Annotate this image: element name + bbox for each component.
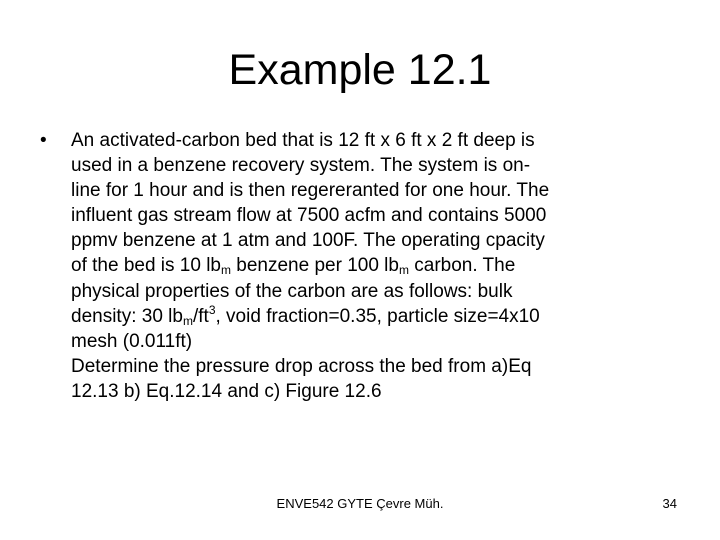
body-line: used in a benzene recovery system. The system is on- [71,155,531,177]
body-line [71,253,691,278]
footer-page-number: 34 [662,496,677,511]
body-line: influent gas stream flow at 7500 acfm and contains 5000 [71,205,547,227]
body-text: density: 30 lb [71,305,183,327]
superscript: 3 [208,302,216,317]
bullet-icon: • [40,130,47,151]
subscript: m [182,313,193,328]
body-line: mesh (0.011ft) [71,330,193,352]
subscript: m [398,263,409,278]
body-text: benzene per 100 lb [231,255,399,277]
body-line: physical properties of the carbon are as follows: bulk [71,280,513,302]
body-line: ppmv benzene at 1 atm and 100F. The operating cpacity [71,230,545,252]
body-line: Determine the pressure drop across the bed from a)Eq [71,355,532,377]
body-text: of the bed is 10 lb [71,255,221,277]
body-line [71,304,691,329]
subscript: m [221,263,231,278]
body-text: carbon. The [408,255,516,277]
bullet-text [71,128,691,404]
body-line: An activated-carbon bed that is 12 ft x 6 ft x 2 ft deep is [71,130,535,151]
slide-title: Example 12.1 [228,46,492,94]
body-text: , void fraction=0.35, particle size=4x10 [215,305,540,327]
footer-course: ENVE542 GYTE Çevre Müh. [276,496,444,511]
body-text: /ft [192,305,209,327]
body-line: 12.13 b) Eq.12.14 and c) Figure 12.6 [71,380,382,402]
body-line: line for 1 hour and is then regereranted for one hour. The [71,180,550,202]
